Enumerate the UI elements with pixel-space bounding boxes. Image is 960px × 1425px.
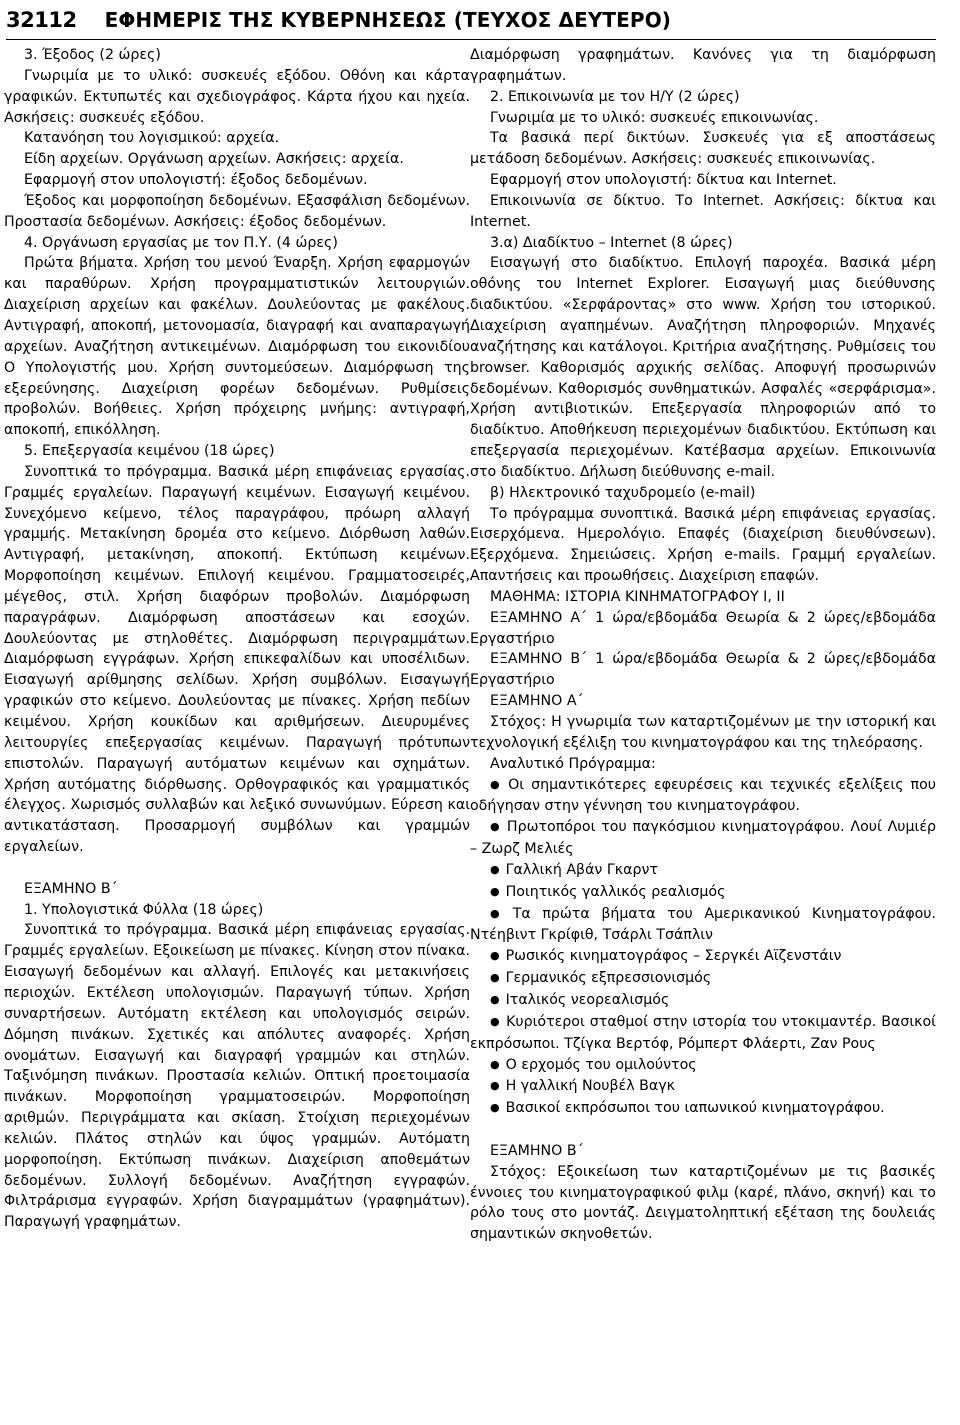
bullet-item: ● Οι σημαντικότερες εφευρέσεις και τεχνικές εξελίξεις που οδήγησαν στην γέννηση του κινηματογράφου. (470, 775, 936, 818)
semester-heading: ΕΞΑΜΗΝΟ Α΄ (490, 693, 584, 710)
bullet-item: ● Κυριότεροι σταθμοί στην ιστορία του ντοκιμαντέρ. Βασικοί εκπρόσωποι. Τζίγκα Βερτόφ, Ρόμπερτ Φλάερτι, Ζαν Ρους (470, 1012, 936, 1055)
paragraph: Εφαρμογή στον υπολογιστή: δίκτυα και Internet. (490, 172, 837, 189)
page-header (6, 0, 936, 40)
gazette-title: ΕΦΗΜΕΡΙΣ ΤΗΣ ΚΥΒΕΡΝΗΣΕΩΣ (ΤΕΥΧΟΣ ΔΕΥΤΕΡΟ) (104, 7, 672, 32)
paragraph: Εφαρμογή στον υπολογιστή: έξοδος δεδομένων. (24, 172, 368, 189)
paragraph: Έξοδος και μορφοποίηση δεδομένων. Εξασφάλιση δεδομένων. Προστασία δεδομένων. Ασκήσεις: έξοδος δεδομένων. (4, 192, 470, 230)
paragraph: Στόχος: Εξοικείωση των καταρτιζομένων με τις βασικές έννοιες του κινηματογραφικού φιλμ (καρέ, πλάνο, σκηνή) και το ρόλο τους στο μοντάζ. Δειγματοληπτική εξέταση της δουλειάς σημαντικών σκηνοθετών. (470, 1163, 936, 1243)
right-column (470, 45, 936, 1245)
paragraph: Γνωριμία με το υλικό: συσκευές εξόδου. Οθόνη και κάρτα γραφικών. Εκτυπωτές και σχεδιογράφος. Κάρτα ήχου και ηχεία. Ασκήσεις: συσκευές εξόδου. (4, 67, 470, 126)
left-column (4, 45, 470, 1245)
paragraph: Επικοινωνία σε δίκτυο. Το Internet. Ασκήσεις: δίκτυα και Internet. (470, 192, 936, 230)
paragraph: Εισαγωγή στο διαδίκτυο. Επιλογή παροχέα. Βασικά μέρη οθόνης του Internet Explorer. Εισαγωγή μιας διεύθυνσης διαδικτύου. «Σερφάροντας» στο www. Χρήση του ιστορικού. Διαχείριση αγαπημένων. Αναζήτηση πληροφοριών. Μηχανές αναζήτησης και κατάλογοι. Κριτήρια αναζήτησης. Ρυθμίσεις του browser. Καθορισμός αρχικής σελίδας. Αποφυγή προσωρινών δεδομένων. Καθορισμός συνθηματικών. Ασφαλές «σερφάρισμα». Χρήση αντιβιοτικών. Επεξεργασία πληροφοριών από το διαδίκτυο. Αποθήκευση περιεχομένων διαδικτύου. Εκτύπωση και επεξεργασία περιεχομένων. Κατέβασμα αρχείων. Επικοινωνία στο διαδίκτυο. Δήλωση διεύθυνσης e-mail. (470, 255, 936, 480)
paragraph: Αναλυτικό Πρόγραμμα: (490, 755, 656, 772)
bullet-item: ● Γερμανικός εξπρεσσιονισμός (470, 968, 936, 990)
semester-heading: ΕΞΑΜΗΝΟ Β΄ (24, 880, 118, 897)
section-heading: 3.α) Διαδίκτυο – Internet (8 ώρες) (490, 234, 733, 251)
section-heading: 3. Έξοδος (2 ώρες) (24, 47, 161, 63)
bullet-item: ● Τα πρώτα βήματα του Αμερικανικού Κινηματογράφου. Ντέηβιντ Γκρίφιθ, Τσάρλι Τσάπλιν (470, 904, 936, 947)
two-column-body (4, 45, 936, 1245)
bullet-item: ● Ιταλικός νεορεαλισμός (470, 990, 936, 1012)
paragraph: Πρώτα βήματα. Χρήση του μενού Έναρξη. Χρήση εφαρμογών και παραθύρων. Χρήση προγραμματιστικών λειτουργιών. Διαχείριση αρχείων και φακέλων. Δουλεύοντας με φακέλους. Αντιγραφή, αποκοπή, μετονομασία, διαγραφή και αναπαραγωγή αρχείων. Αναζήτηση αντικειμένων. Διαμόρφωση του εικονιδίου Ο Υπολογιστής μου. Χρήση συντομεύσεων. Διαμόρφωση της εξερεύνησης. Διαχείριση φορέων δεδομένων. Ρυθμίσεις προβολών. Βοήθειες. Χρήση πρόχειρης μνήμης: αντιγραφή, αποκοπή, επικόλληση. (4, 255, 470, 439)
course-heading: ΜΑΘΗΜΑ: ΙΣΤΟΡΙΑ ΚΙΝΗΜΑΤΟΓΡΑΦΟΥ Ι, ΙΙ (490, 588, 785, 605)
paragraph: Το πρόγραμμα συνοπτικά. Βασικά μέρη επιφάνειας εργασίας. Εισερχόμενα. Ημερολόγιο. Επαφές (διαχείριση διευθύνσεων). Εξερχόμενα. Σημειώσεις. Χρήση e-mails. Γραμμή εργαλείων. Απαντήσεις και προωθήσεις. Διαχείριση επαφών. (470, 505, 936, 585)
section-heading: 5. Επεξεργασία κειμένου (18 ώρες) (24, 443, 275, 460)
bullet-item: ● Πρωτοπόροι του παγκόσμιου κινηματογράφου. Λουί Λυμιέρ – Ζωρζ Μελιές (470, 817, 936, 860)
section-heading: 4. Οργάνωση εργασίας με τον Π.Υ. (4 ώρες) (24, 234, 338, 251)
bullet-item: ● Γαλλική Αβάν Γκαρντ (470, 860, 936, 882)
semester-heading: ΕΞΑΜΗΝΟ Β΄ (490, 1142, 584, 1159)
bullet-item: ● Βασικοί εκπρόσωποι του ιαπωνικού κινηματογράφου. (470, 1098, 936, 1120)
page-number: 32112 (6, 7, 77, 32)
semester-hours: ΕΞΑΜΗΝΟ Β΄ 1 ώρα/εβδομάδα Θεωρία & 2 ώρες/εβδομάδα Εργαστήριο (470, 651, 936, 689)
paragraph: Κατανόηση του λογισμικού: αρχεία. (24, 130, 280, 147)
paragraph: Τα βασικά περί δικτύων. Συσκευές για εξ αποστάσεως μετάδοση δεδομένων. Ασκήσεις: συσκευές επικοινωνίας. (470, 130, 936, 168)
paragraph: Διαμόρφωση γραφημάτων. Κανόνες για τη διαμόρφωση γραφημάτων. (470, 47, 936, 84)
bullet-item: ● Ρωσικός κινηματογράφος – Σεργκέι Αϊζενστάιν (470, 946, 936, 968)
section-heading: 2. Επικοινωνία με τον Η/Υ (2 ώρες) (490, 88, 740, 105)
paragraph: Συνοπτικά το πρόγραμμα. Βασικά μέρη επιφάνειας εργασίας. Γραμμές εργαλείων. Εξοικείωση με πίνακες. Κίνηση στον πίνακα. Εισαγωγή δεδομένων και αλλαγή. Επιλογές και μετακινήσεις περιοχών. Εκτέλεση υπολογισμών. Παραγωγή τύπων. Χρήση συναρτήσεων. Αυτόματη εκτέλεση και υπολογισμός σειρών. Δόμηση πινάκων. Σχετικές και απόλυτες αναφορές. Χρήση ονομάτων. Εισαγωγή και διαγραφή γραμμών και στηλών. Ταξινόμηση πινάκων. Προστασία κελιών. Οπτική προετοιμασία πινάκων. Μορφοποίηση γραμματοσειρών. Μορφοποίηση αριθμών. Περιγράμματα και σκίαση. Στοίχιση περιεχομένων κελιών. Πλάτος στηλών και ύψος γραμμών. Αυτόματη μορφοποίηση. Εκτύπωση πινάκων. Διαχείριση αποθεμάτων δεδομένων. Συλλογή δεδομένων. Αναζήτηση εγγραφών. Φιλτράρισμα εγγραφών. Χρήση διαγραμμάτων (γραφημάτων). Παραγωγή γραφημάτων. (4, 922, 470, 1231)
section-heading: 1. Υπολογιστικά Φύλλα (18 ώρες) (24, 901, 264, 918)
bullet-item: ● Ο ερχομός του ομιλούντος (470, 1055, 936, 1077)
section-heading: β) Ηλεκτρονικό ταχυδρομείο (e-mail) (490, 484, 756, 501)
paragraph: Στόχος: Η γνωριμία των καταρτιζομένων με την ιστορική και τεχνολογική εξέλιξη του κινηματογράφου και της τηλεόρασης. (470, 714, 936, 751)
paragraph: Συνοπτικά το πρόγραμμα. Βασικά μέρη επιφάνειας εργασίας. Γραμμές εργαλείων. Παραγωγή κειμένων. Εισαγωγή κειμένου. Συνεχόμενο κείμενο, τέλος παραγράφου, πρόωρη αλλαγή γραμμής. Μετακίνηση δρομέα στο κείμενο. Διόρθωση λαθών. Αντιγραφή, μετακίνηση, αποκοπή. Εκτύπωση κειμένων. Μορφοποίηση κειμένων. Επιλογή κειμένου. Γραμματοσειρές, μέγεθος, στιλ. Χρήση διαφόρων προβολών. Διαμόρφωση παραγράφων. Διαμόρφωση αποστάσεων και εσοχών. Δουλεύοντας με στηλοθέτες. Διαμόρφωση περιγραμμάτων. Διαμόρφωση εγγράφων. Χρήση επικεφαλίδων και υποσέλιδων. Εισαγωγή αρίθμησης σελίδων. Χρήση συμβόλων. Εισαγωγή γραφικών στο κείμενο. Δουλεύοντας με πίνακες. Χρήση πεδίων κειμένου. Χρήση κουκίδων και αριθμήσεων. Διευρυμένες λειτουργίες επεξεργασίας κειμένων. Παραγωγή πρότυπων επιστολών. Παραγωγή αυτόματων κειμένων και σχημάτων. Χρήση αυτόματης διόρθωσης. Ορθογραφικός και γραμματικός έλεγχος. Χωρισμός συλλαβών και λεξικό συνωνύμων. Εύρεση και αντικατάσταση. Προσαρμογή συμβόλων και γραμμών εργαλείων. (4, 463, 470, 856)
paragraph: Γνωριμία με το υλικό: συσκευές επικοινωνίας. (490, 109, 819, 126)
paragraph: Είδη αρχείων. Οργάνωση αρχείων. Ασκήσεις: αρχεία. (24, 151, 404, 168)
bullet-item: ● Ποιητικός γαλλικός ρεαλισμός (470, 882, 936, 904)
semester-hours: ΕΞΑΜΗΝΟ Α΄ 1 ώρα/εβδομάδα Θεωρία & 2 ώρες/εβδομάδα Εργαστήριο (470, 609, 936, 647)
bullet-item: ● Η γαλλική Νουβέλ Βαγκ (470, 1076, 936, 1098)
